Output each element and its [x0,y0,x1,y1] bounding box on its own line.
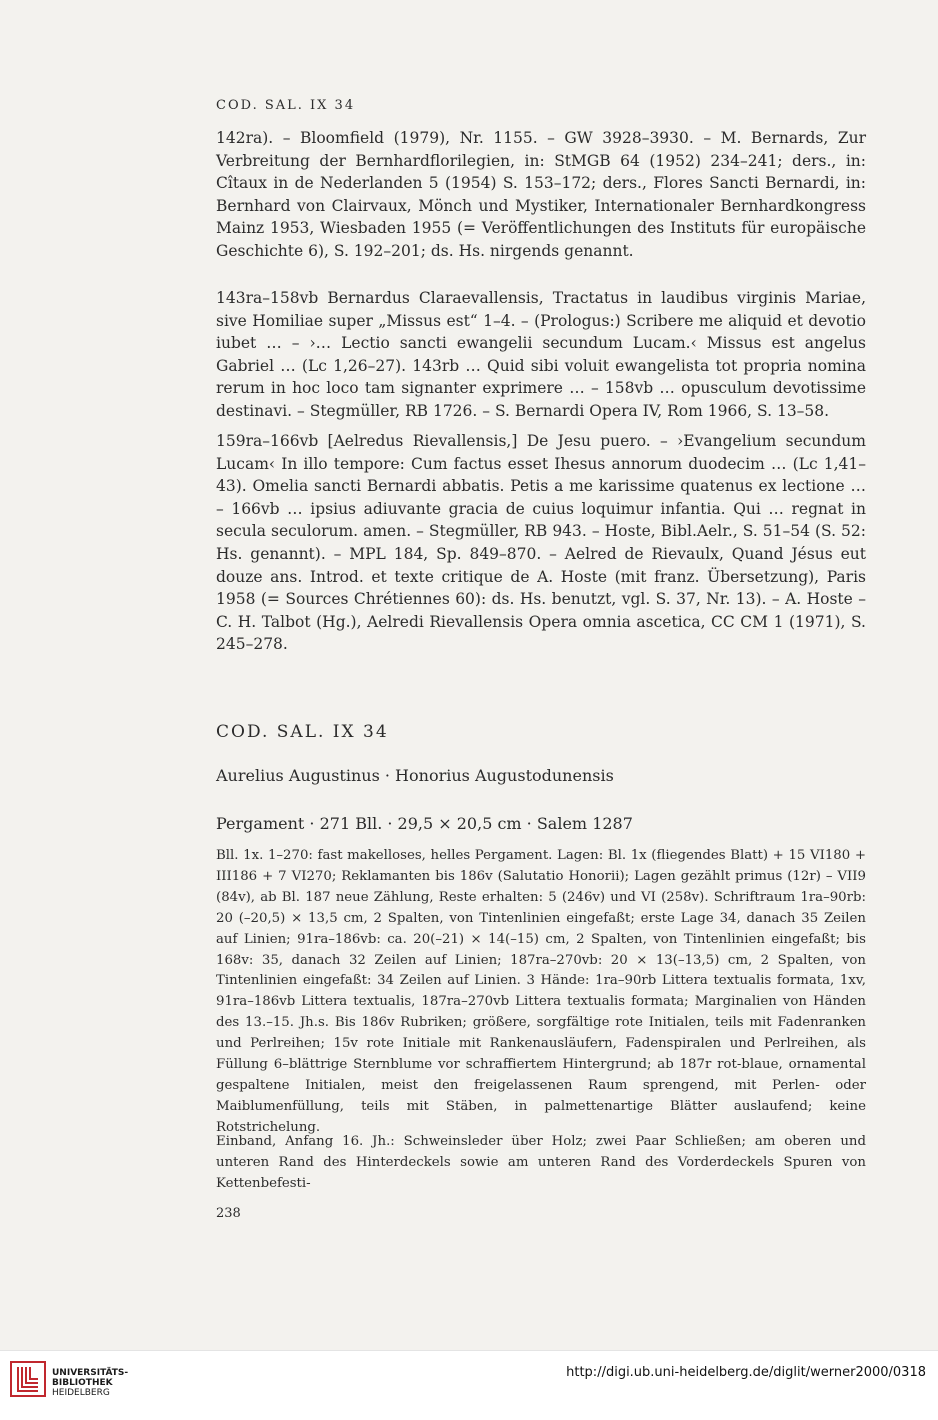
description-paragraph-2: Einband, Anfang 16. Jh.: Schweinsleder über Holz; zwei Paar Schließen; am oberen und unteren Rand des Hinterdeckels sowie am unteren Rand des Vorderdeckels Spuren von Kettenbefesti- [216,1134,866,1191]
library-line-2: BIBLIOTHEK [52,1378,113,1388]
paragraph-1: 142ra). – Bloomfield (1979), Nr. 1155. – GW 3928–3930. – M. Bernards, Zur Verbreitung der Bernhardflorilegien, in: StMGB 64 (1952) 234–241; ders., in: Cîtaux in de Nederlanden 5 (1954) S. 153–172; ders., Flores Sancti Bernardi, in: Bernhard von Clairvaux, Mönch und Mystiker, Internationaler Bernhardkongress Mainz 1953, Wiesbaden 1955 (= Veröffentlichungen des Instituts für europäische Geschichte 6), S. 192–201; ds. Hs. nirgends genannt. [216,129,866,260]
section-meta: Pergament · 271 Bll. · 29,5 × 20,5 cm · Salem 1287 [216,814,633,833]
running-head: COD. SAL. IX 34 [216,98,356,113]
library-name [52,1368,128,1398]
footer-url-link[interactable]: http://digi.ub.uni-heidelberg.de/diglit/werner2000/0318 [566,1365,926,1380]
library-line-3: HEIDELBERG [52,1388,110,1398]
footer-bar [0,1350,938,1420]
section-title: COD. SAL. IX 34 [216,722,389,742]
paragraph-3: 159ra–166vb [Aelredus Rievallensis,] De Jesu puero. – ›Evangelium secundum Lucam‹ In illo tempore: Cum factus esset Ihesus annorum duodecim … (Lc 1,41–43). Omelia sancti Bernardi abbatis. Petis a me karissime quatenus ex lectione … – 166vb … ipsius adiuvante gracia de cuius loquimur infantia. Qui … regnat in secula seculorum. amen. – Stegmüller, RB 943. – Hoste, Bibl.Aelr., S. 51–54 (S. 52: Hs. genannt). – MPL 184, Sp. 849–870. – Aelred de Rievaulx, Quand Jésus eut douze ans. Introd. et texte critique de A. Hoste (mit franz. Übersetzung), Paris 1958 (= Sources Chrétiennes 60): ds. Hs. benutzt, vgl. S. 37, Nr. 13). – A. Hoste – C. H. Talbot (Hg.), Aelredi Rievallensis Opera omnia ascetica, CC CM 1 (1971), S. 245–278. [216,432,866,654]
section-authors: Aurelius Augustinus · Honorius Augustodunensis [216,766,614,785]
page-number: 238 [216,1206,241,1221]
ub-heidelberg-logo-icon [10,1361,46,1401]
paragraph-2: 143ra–158vb Bernardus Claraevallensis, Tractatus in laudibus virginis Mariae, sive Homiliae super „Missus est“ 1–4. – (Prologus:) Scribere me aliquid et devotio iubet … – ›… Lectio sancti ewangelii secundum Lucam.‹ Missus est angelus Gabriel … (Lc 1,26–27). 143rb … Quid sibi voluit ewangelista tot propria nomina rerum in hoc loco tam signanter exprimere … – 158vb … opusculum devotissime destinavi. – Stegmüller, RB 1726. – S. Bernardi Opera IV, Rom 1966, S. 13–58. [216,289,866,420]
description-paragraph-1: Bll. 1x. 1–270: fast makelloses, helles Pergament. Lagen: Bl. 1x (fliegendes Blatt) + 15 VI180 + III186 + 7 VI270; Reklamanten bis 186v (Salutatio Honorii); Lagen gezählt primus (12r) – VII9 (84v), ab Bl. 187 neue Zählung, Reste erhalten: 5 (246v) und VI (258v). Schriftraum 1ra–90rb: 20 (–20,5) × 13,5 cm, 2 Spalten, von Tintenlinien eingefaßt; erste Lage 34, danach 35 Zeilen auf Linien; 91ra–186vb: ca. 20(–21) × 14(–15) cm, 2 Spalten, von Tintenlinien eingefaßt; bis 168v: 35, danach 32 Zeilen auf Linien; 187ra–270vb: 20 × 13(–13,5) cm, 2 Spalten, von Tintenlinien eingefaßt: 34 Zeilen auf Linien. 3 Hände: 1ra–90rb Littera textualis formata, 1xv, 91ra–186vb Littera textualis, 187ra–270vb Littera textualis formata; Marginalien von Händen des 13.–15. Jh.s. Bis 186v Rubriken; größere, sorgfältige rote Initialen, teils mit Fadenranken und Perlreihen; 15v rote Initiale mit Rankenausläufern, Fadenspiralen und Perlreihen, als Füllung 6–blättrige Sternblume vor schraffiertem Hintergrund; ab 187r rot-blaue, ornamental gespaltene Initialen, meist den freigelassenen Raum sprengend, mit Perlen- oder Maiblumenfüllung, teils mit Stäben, in palmettenartige Blätter auslaufend; keine Rotstrichelung. [216,848,866,1135]
library-line-1: UNIVERSITÄTS- [52,1368,129,1378]
